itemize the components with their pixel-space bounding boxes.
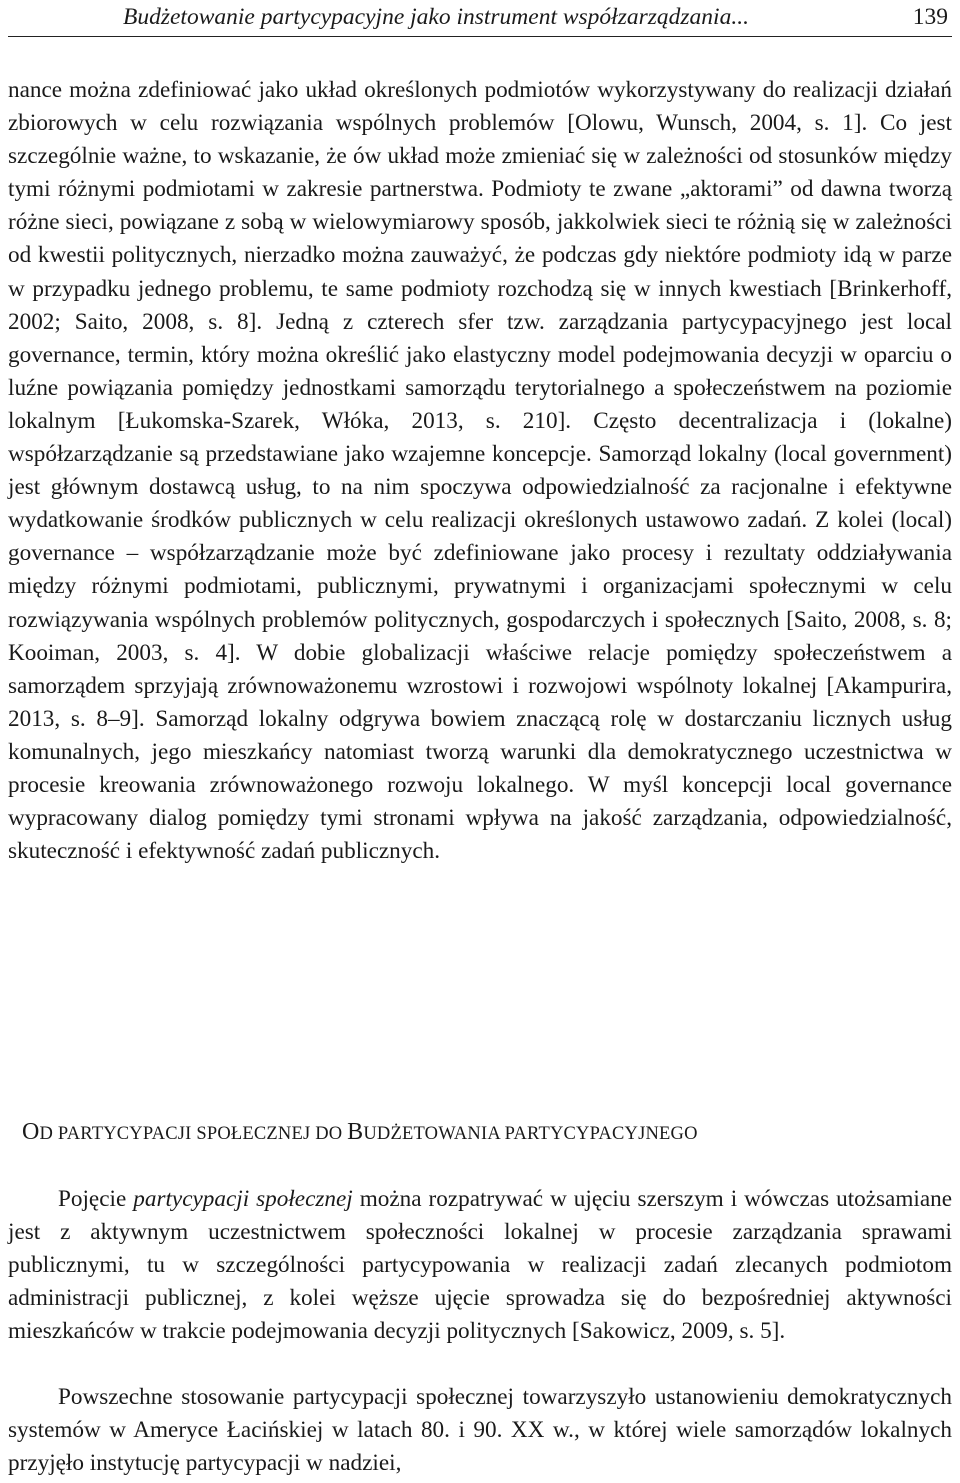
running-title: Budżetowanie partycypacyjne jako instrument współzarządzania... — [123, 4, 749, 30]
body-paragraph-2 — [8, 1183, 952, 1348]
body-paragraph-1: nance można zdefiniować jako układ określonych podmiotów wykorzystywany do realizacji działań zbiorowych w celu rozwiązania wspólnych problemów [Olowu, Wunsch, 2004, s. 1]. Co jest szczególnie ważne, to wskazanie, że ów układ może zmieniać się w zależności od stosunków między tymi różnymi podmiotami w zakresie partnerstwa. Podmioty te zwane „aktorami” od dawna tworzą różne sieci, powiązane z sobą w wielowymiarowy sposób, jakkolwiek sieci te różnią się w zależności od kwestii politycznych, nierzadko można zauważyć, że podczas gdy niektóre podmioty idą w parze w przypadku jednego problemu, te same podmioty rozchodzą się w innych kwestiach [Brinkerhoff, 2002; Saito, 2008, s. 8]. Jedną z czterech sfer tzw. zarządzania partycypacyjnego jest local governance, termin, który można określić jako elastyczny model podejmowania decyzji w oparciu o luźne powiązania pomiędzy jednostkami samorządu terytorialnego a społeczeństwem na poziomie lokalnym [Łukomska-Szarek, Włóka, 2013, s. 210]. Często decentralizacja i (lokalne) współzarządzanie są przedstawiane jako wzajemne koncepcje. Samorząd lokalny (local government) jest głównym dostawcą usług, to na nim spoczywa odpowiedzialność za racjonalne i efektywne wydatkowanie środków publicznych w celu realizacji określonych ustawowo zadań. Z kolei (local) governance – współzarządzanie może być zdefiniowane jako procesy i rezultaty oddziaływania między różnymi podmiotami, publicznymi, prywatnymi i organizacjami społecznymi w celu rozwiązywania wspólnych problemów politycznych, gospodarczych i społecznych [Saito, 2008, s. 8; Kooiman, 2003, s. 4]. W dobie globalizacji właściwe relacje pomiędzy społeczeństwem a samorządem sprzyjają zrównoważonemu wzrostowi i rozwojowi wspólnoty lokalnej [Akampurira, 2013, s. 8–9]. Samorząd lokalny odgrywa bowiem znaczącą rolę w dostarczaniu licznych usług komunalnych, jego mieszkańcy natomiast tworzą warunki dla demokratycznego uczestnictwa w procesie kreowania zrównoważonego rozwoju lokalnego. W myśl koncepcji local governance wypracowany dialog pomiędzy tymi stronami wpływa na jakość zarządzania, odpowiedzialność, skuteczność i efektywność zadań publicznych. — [8, 77, 952, 865]
running-header — [8, 0, 952, 37]
body-paragraph-3: Powszechne stosowanie partycypacji społecznej towarzyszyło ustanowieniu demokratycznych systemów w Ameryce Łacińskiej w latach 80. i 90. XX w., w której wiele samorządów lokalnych przyjęło instytucję partycypacji w nadziei, — [8, 1384, 952, 1477]
section-heading-rest-1: D PARTYCYPACJI SPOŁECZNEJ DO — [39, 1124, 348, 1144]
section-heading-initial-1: O — [22, 1119, 40, 1145]
paragraph-2-rest: można rozpatrywać w ujęciu szerszym i wówczas utożsamiane jest z aktywnym uczestnictwem społeczności lokalnej w procesie zarządzania sprawami publicznymi, tu w szczególności partycypowania w realizacji zadań zlecanych podmiotom administracji publicznej, z kolei węższe ujęcie sprowadza się do bezpośredniej aktywności mieszkańców w trakcie podejmowania decyzji politycznych [Sakowicz, 2009, s. 5]. — [8, 1186, 952, 1345]
paragraph-2-lead: Pojęcie — [58, 1186, 134, 1212]
section-heading — [22, 1117, 698, 1149]
emphasized-term: partycypacji społecznej — [133, 1186, 353, 1212]
page-number: 139 — [912, 4, 948, 30]
section-heading-rest-2: UDŻETOWANIA PARTYCYPACYJNEGO — [363, 1124, 698, 1144]
section-heading-initial-2: B — [347, 1119, 364, 1145]
